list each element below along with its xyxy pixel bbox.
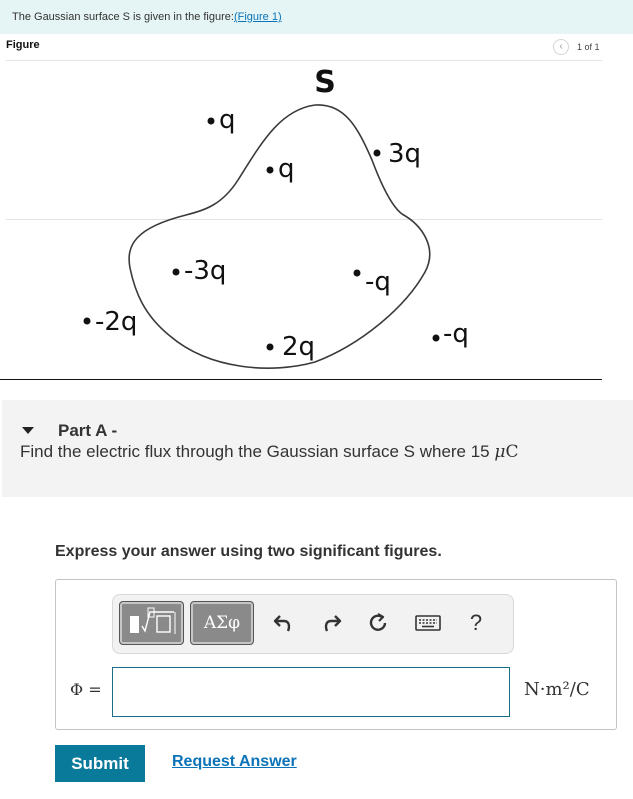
- surface-label: S: [314, 65, 336, 100]
- charge-dot-3q: [374, 150, 381, 157]
- charge-dot-q-inner: [267, 167, 274, 174]
- part-a-section: [2, 400, 633, 497]
- keyboard-icon: [415, 614, 441, 632]
- charge-label-3q: 3q: [388, 139, 422, 169]
- chevron-left-icon: ‹: [559, 41, 563, 52]
- charge-label-q-top: q: [219, 105, 236, 135]
- templates-icon: [120, 602, 183, 644]
- symbols-button[interactable]: ΑΣφ: [190, 601, 254, 645]
- part-a-title: Part A -: [58, 421, 118, 440]
- collapse-caret-icon[interactable]: [22, 427, 34, 434]
- undo-button[interactable]: [268, 605, 298, 641]
- intro-statement: The Gaussian surface S is given in the figure:: [12, 11, 234, 23]
- charge-label-2q: 2q: [282, 332, 316, 362]
- coulomb-unit: C: [505, 442, 519, 462]
- templates-button[interactable]: [119, 601, 184, 645]
- micro-symbol: μ: [494, 442, 506, 462]
- charge-label-minus-q-inside: -q: [365, 267, 391, 297]
- answer-panel: [55, 579, 617, 730]
- help-icon: ?: [469, 610, 483, 635]
- undo-icon: [272, 612, 294, 634]
- flux-variable-label: Φ =: [70, 680, 102, 699]
- charge-label-minus-3q: -3q: [184, 256, 227, 286]
- gaussian-surface-figure: [0, 60, 633, 380]
- flux-answer-input[interactable]: [112, 667, 510, 717]
- math-toolbar: [112, 594, 514, 654]
- charge-dot-minus-q-outside: [433, 335, 440, 342]
- figure-pager: [553, 38, 600, 56]
- flux-units: N·m²/C: [524, 679, 590, 700]
- keyboard-button[interactable]: [413, 605, 443, 641]
- intro-text: [12, 11, 282, 23]
- intro-banner: [0, 0, 633, 34]
- charge-dot-minus-2q: [84, 318, 91, 325]
- figure-page-count: 1 of 1: [577, 42, 600, 52]
- charge-dot-q-top: [208, 118, 215, 125]
- redo-button[interactable]: [317, 605, 347, 641]
- reset-button[interactable]: [363, 605, 393, 641]
- figure-bottom-rule: [0, 379, 602, 380]
- answer-instruction: Express your answer using two significant figures.: [55, 543, 442, 560]
- submit-button[interactable]: Submit: [55, 745, 145, 782]
- charge-label-q-inner: q: [278, 154, 295, 184]
- charge-dot-2q: [267, 344, 274, 351]
- charge-label-minus-q-outside: -q: [443, 319, 469, 349]
- request-answer-link[interactable]: Request Answer: [172, 753, 297, 770]
- part-a-question: [20, 442, 518, 462]
- gaussian-surface-outline: [129, 105, 430, 368]
- charge-label-minus-2q: -2q: [95, 307, 138, 337]
- previous-figure-button[interactable]: [553, 39, 569, 55]
- part-a-question-text: Find the electric flux through the Gaussian surface S where 15: [20, 442, 490, 461]
- reset-icon: [367, 612, 389, 634]
- figure-header: Figure: [6, 39, 40, 51]
- charge-dot-minus-q-inside: [354, 270, 361, 277]
- figure-link[interactable]: (Figure 1): [233, 11, 282, 23]
- charge-dot-minus-3q: [173, 269, 180, 276]
- redo-icon: [321, 612, 343, 634]
- help-button[interactable]: [461, 605, 491, 641]
